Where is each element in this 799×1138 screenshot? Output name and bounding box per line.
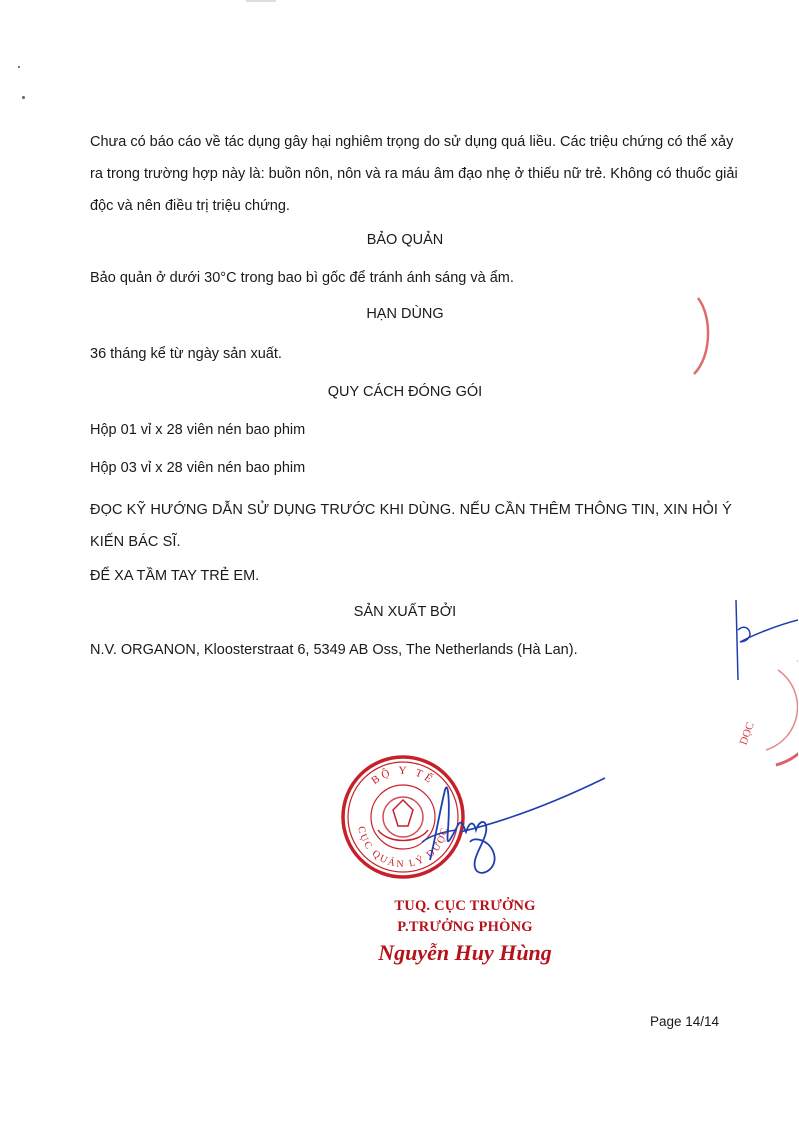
scan-speck bbox=[18, 66, 20, 68]
packaging-heading: QUY CÁCH ĐÓNG GÓI bbox=[327, 384, 483, 400]
official-signature-block bbox=[340, 896, 590, 968]
shelf-life-heading: HẠN DÙNG bbox=[366, 306, 444, 322]
signature bbox=[400, 770, 610, 880]
stamp-bottom-text: CỤC QUẢN LÝ DƯỢC bbox=[355, 825, 451, 871]
scan-speck bbox=[22, 96, 25, 99]
official-title-1: TUQ. CỤC TRƯỞNG bbox=[394, 898, 536, 914]
page-number bbox=[650, 1014, 719, 1029]
manufacturer-name: N.V. ORGANON bbox=[90, 642, 196, 658]
manufacturer-address: , Kloosterstraat 6, 5349 AB Oss, The Netherlands (Hà Lan). bbox=[195, 642, 578, 658]
storage-text: Bảo quản ở dưới 30°C trong bao bì gốc để tránh ánh sáng và ẩm. bbox=[90, 270, 514, 286]
page-number-value: 14/14 bbox=[685, 1014, 720, 1029]
partial-stamp-mark bbox=[728, 600, 798, 770]
read-instructions-notice: ĐỌC KỸ HƯỚNG DẪN SỬ DỤNG TRƯỚC KHI DÙNG. NẾU CẦN THÊM THÔNG TIN, XIN HỎI Ý KIẾN BÁC SĨ. bbox=[90, 502, 732, 550]
page-label: Page bbox=[650, 1014, 686, 1029]
official-name: Nguyễn Huy Hùng bbox=[378, 940, 552, 965]
overdose-paragraph: Chưa có báo cáo về tác dụng gây hại nghiêm trọng do sử dụng quá liều. Các triệu chứng có thể xảy ra trong trường hợp này là: buồn nôn, nôn và ra máu âm đạo nhẹ ở thiếu nữ trẻ. Không có thuốc giải độc và nên điều trị triệu chứng. bbox=[90, 134, 738, 214]
official-title-2: P.TRƯỞNG PHÒNG bbox=[397, 919, 533, 935]
manufacturer-heading: SẢN XUẤT BỞI bbox=[353, 604, 457, 620]
shelf-life-text: 36 tháng kể từ ngày sản xuất. bbox=[90, 346, 282, 362]
storage-heading: BẢO QUẢN bbox=[366, 232, 444, 248]
packaging-item: Hộp 01 vỉ x 28 viên nén bao phim bbox=[90, 422, 306, 438]
stamp-top-text: BỘ Y TẾ bbox=[369, 764, 437, 788]
keep-away-notice: ĐỂ XA TẦM TAY TRẺ EM. bbox=[90, 568, 260, 584]
partial-stamp-letters: DỌC bbox=[737, 720, 757, 747]
partial-stamp-mark bbox=[690, 296, 720, 376]
manufacturer-line bbox=[90, 634, 740, 666]
scan-speck bbox=[246, 0, 276, 2]
packaging-item: Hộp 03 vỉ x 28 viên nén bao phim bbox=[90, 460, 306, 476]
